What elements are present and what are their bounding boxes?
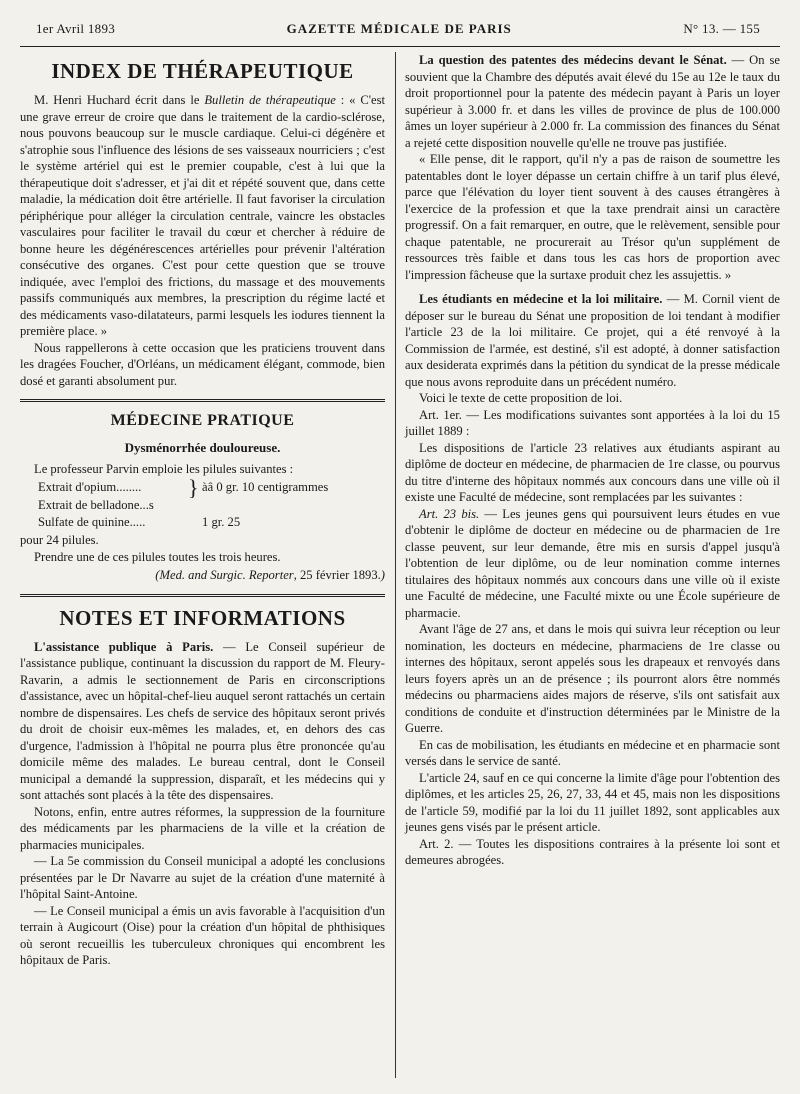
journal-title: GAZETTE MÉDICALE DE PARIS (286, 21, 512, 36)
section-divider (20, 594, 385, 597)
left-column (20, 52, 385, 1078)
index-paragraph-1 (20, 92, 385, 340)
article-2-paragraph: Art. 2. — Toutes les dispositions contraires à la présente loi sont et demeures abrogées. (405, 836, 780, 867)
index-quote: : « C'est une grave erreur de croire que dans le traitement de la cardio-sclérose, nous pouvons beaucoup sur le muscle cardiaque. Celui-ci dégénère et s'atrophie sous l'influence des lésions de ses vaisseaux nourriciers ; c'est le système artériel qui est le premier coupable, c'est à lui que la thérapeutique doit s'adresser, et j'ai dit et répété souvent que, dans cette maladie, la médication doit être artérielle. Il faut favoriser la circulation périphérique pour alléger la circulation centrale, vaincre les obstacles vasculaires pour faciliter le travail du cœur et chercher à réduire de bonne heure les dégénérescences artérielles pour prévenir l'altération consécutive des organes. C'est pour cette question que se trouve indiquée, avec l'emploi des frictions, du massage et des mouvements passifs communiqués aux membres, la prescription du régime lacté et des médicaments vaso-dilatateurs, parmi lesquels les iodures tiennent la première place. » (20, 93, 385, 338)
assistance-paragraph (20, 639, 385, 804)
voici-paragraph: Voici le texte de cette proposition de loi. (419, 391, 623, 405)
prescription-row (38, 514, 368, 531)
augicourt-paragraph: — Le Conseil municipal a émis un avis favorable à l'acquisition d'un terrain à Augicourt (Oise) pour la création d'un hôpital de phthisiques où seront recueillis les tuberculeux chroniques qui encombrent les hôpitaux de Paris. (20, 903, 385, 967)
article-24-paragraph: L'article 24, sauf en ce qui concerne la limite d'âge pour l'obtention des diplômes, et les articles 25, 26, 27, 33, 44 et 45, mais non les dispositions de l'article 59, modifié par la loi du 11 juillet 1892, sont applicables aux jeunes gens visés par le présent article. (405, 770, 780, 834)
assistance-heading: L'assistance publique à Paris. (34, 639, 214, 654)
patentes-paragraph (405, 52, 780, 151)
medecine-intro: Le professeur Parvin emploie les pilules suivantes : (34, 461, 294, 476)
article-23-paragraph (405, 506, 780, 622)
prescription (38, 475, 368, 530)
etudiants-paragraph (405, 291, 780, 390)
rx-dose (202, 497, 368, 514)
etudiants-heading: Les étudiants en médecine et la loi militaire. (419, 292, 663, 306)
index-paragraph-2: Nous rappellerons à cette occasion que les praticiens trouvent dans les dragées Foucher, d'Orléans, un médicament élégant, commode, bien dosé et garanti absolument pur. (20, 340, 385, 388)
index-title: INDEX DE THÉRAPEUTIQUE (51, 59, 354, 83)
mobilisation-paragraph: En cas de mobilisation, les étudiants en médecine et en pharmacie sont versés dans le service de santé. (405, 737, 780, 768)
patentes-quote: « Elle pense, dit le rapport, qu'il n'y a pas de raison de soumettre les patentables dont le loyer dépasse un certain chiffre à un tarif plus élevé, parce que l'élévation du loyer tient souvent à des causes étrangères à l'exercice de la profession et que la taxe prendrait ainsi un caractère progressif. On a fait remarquer, en outre, que le relèvement, sensible pour chaque patentable, ne procurerait au Trésor qu'un supplément de ressources très faible et dans tous les cas hors de proportion avec l'impression fâcheuse que la surtaxe produit chez les assujettis. » (405, 152, 780, 282)
medecine-citation: (Med. and Surgic. Reporter, 25 février 1893.) (155, 568, 385, 582)
assistance-paragraph-2: Notons, enfin, entre autres réformes, la suppression de la fourniture des médicaments par les pharmaciens de la ville et la création de pharmacies municipales. (20, 804, 385, 852)
index-source: Bulletin de thérapeutique (204, 93, 336, 107)
prescription-row (38, 475, 368, 500)
etudiants-body: — M. Cornil vient de déposer sur le bureau du Sénat une proposition de loi tendant à modifier l'article 23 de la loi militaire. Ce projet, qui a été renvoyé à la Commission de l'armée, est destiné, s'il est adopté, à donner satisfaction aux desiderata exprimés dans la pétition du syndicat de la presse médicale que nous avons reproduite dans un précédent numéro. (405, 292, 780, 389)
medecine-subtitle: Dysménorrhée douloureuse. (124, 440, 281, 455)
medecine-title: MÉDECINE PRATIQUE (110, 412, 295, 429)
article-1-body: — Les modifications suivantes sont apportées à la loi du 15 juillet 1889 : (405, 407, 780, 438)
column-divider (395, 52, 396, 1078)
commission-paragraph: — La 5e commission du Conseil municipal a adopté les conclusions présentées par le Dr Navarre au sujet de la création d'une maternité à l'hôpital Saint-Antoine. (20, 854, 385, 901)
article-23-body: — Les jeunes gens qui poursuivent leurs études en vue d'obtenir le diplôme de docteur en médecine ou de pharmacien de 1re classe peuvent, sur leur demande, être mis en sursis d'appel jusqu'à l'obtention de leur diplôme, ou de leur nomination comme internes titulaires des hôpitaux nommés aux concours dans une ville où il existe une Faculté de médecine, une Faculté mixte ou une École supérieure de pharmacie. (405, 506, 780, 620)
article-23-label: Art. 23 bis. (419, 506, 480, 521)
right-column (405, 52, 780, 1078)
article-1-paragraph (405, 407, 780, 440)
rx-brace: } (188, 475, 199, 500)
citation-source: Med. and Surgic. Reporter (159, 568, 294, 582)
prescription-row (38, 497, 368, 514)
patentes-body: — On se souvient que la Chambre des députés avait élevé du 15e au 12e le taux du droit proportionnel pour la patente des médecin payant à Paris un loyer supérieur à 3.000 fr. et dans les villes de province de plus de 100.000 âmes un loyer supérieur à 2.000 fr. La commission des finances du Sénat a rejeté cette disposition nouvelle qu'elle ne trouve pas justifiée. (405, 53, 780, 150)
issue-date: 1er Avril 1893 (36, 21, 116, 36)
citation-date: , 25 février 1893. (293, 568, 381, 582)
section-divider (20, 399, 385, 402)
rx-ingredient: Extrait d'opium........ (38, 480, 142, 494)
article-1-dispositions: Les dispositions de l'article 23 relatives aux étudiants aspirant au diplôme de docteur en médecine, de pharmacien de 1re classe, ou pourvus du titre d'interne des hôpitaux nommés aux concours dans une ville où il existe une Faculté de médecine, sont remplacées par les suivantes : (405, 440, 780, 504)
issue-page-number: N° 13. — 155 (683, 21, 760, 36)
patentes-heading: La question des patentes des médecins devant le Sénat. (419, 53, 727, 67)
header-rule (20, 46, 780, 47)
running-head (36, 18, 760, 40)
assistance-body: — Le Conseil supérieur de l'assistance publique, continuant la discussion du rapport de M. Fleury-Ravarin, a admis le sectionnement de Paris en circonscriptions d'assistance, avec un hôpital-chef-lieu auquel seront rattachés un certain nombre de dispensaires. Les chefs de service des hôpitaux seront privés du droit de choisir eux-mêmes les malades, et, en dehors des cas d'urgence, l'admission à l'hôpital ne pourra plus être prononcée qu'au domicile même des malades. Le bureau central, dont le Conseil municipal a demandé la suppression, disparaît, et les médecins qui y sont attachés sont placés à la tête des dispensaires. (20, 639, 385, 802)
article-1-label: Art. 1er. (419, 407, 462, 422)
rx-ingredient: Extrait de belladone...s (38, 498, 154, 512)
index-intro: M. Henri Huchard écrit dans le (34, 93, 205, 107)
medecine-dosage: Prendre une de ces pilules toutes les trois heures. (34, 549, 281, 564)
avant-paragraph: Avant l'âge de 27 ans, et dans le mois qui suivra leur réception ou leur nomination, les docteurs en médecine, pharmaciens de 1re classe ou internes des hôpitaux, seront appelés sous les drapeaux et renvoyés dans leurs foyers après un an de présence ; ils pourront alors être nommés médecins ou pharmaciens aides majors de réserve, s'ils ont satisfait aux conditions de conduite et d'instruction déterminées par le Ministre de la Guerre. (405, 622, 780, 735)
notes-title: NOTES ET INFORMATIONS (59, 605, 346, 630)
rx-dose: àâ 0 gr. 10 centigrammes (202, 480, 329, 494)
rx-total: pour 24 pilules. (20, 533, 99, 547)
rx-dose: 1 gr. 25 (202, 514, 241, 529)
rx-ingredient: Sulfate de quinine..... (38, 514, 146, 529)
